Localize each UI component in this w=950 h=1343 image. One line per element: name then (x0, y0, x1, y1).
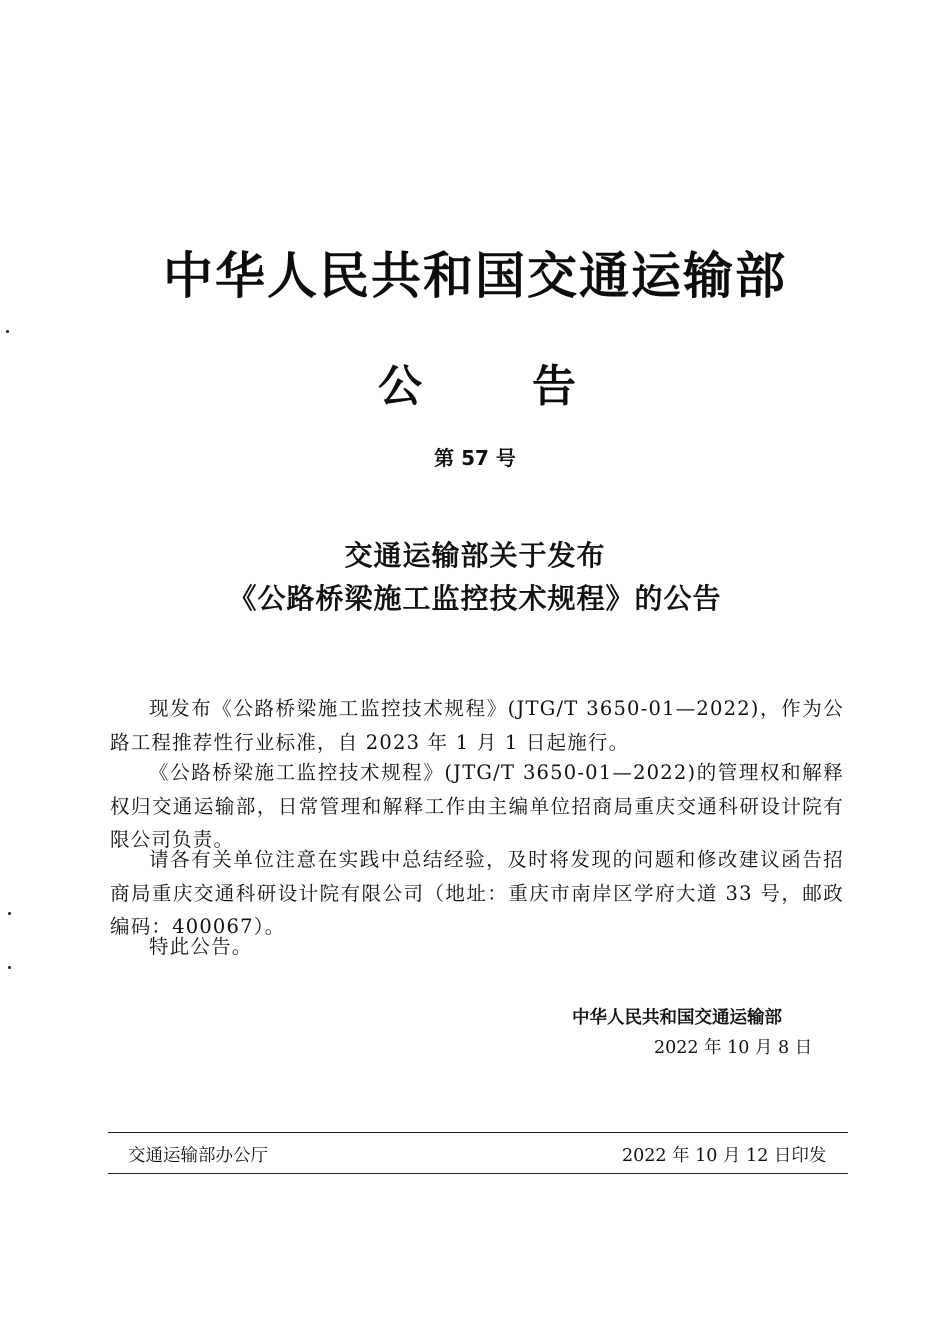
notice-title-line-1: 交通运输部关于发布 (344, 539, 606, 572)
body-paragraph: 《公路桥梁施工监控技术规程》(JTG/T 3650-01—2022)的管理权和解释权归交通运输部，日常管理和解释工作由主编单位招商局重庆交通科研设计院有限公司负责。 (110, 761, 844, 851)
footer-print-date: 2022 年 10 月 12 日印发 (622, 1146, 827, 1166)
body-paragraph: 特此公告。 (149, 935, 253, 958)
footer-bottom-rule (108, 1173, 848, 1174)
scan-speck (8, 912, 11, 915)
document-number: 第 57 号 (434, 446, 516, 470)
issuer-heading: 中华人民共和国交通运输部 (163, 246, 787, 305)
scan-speck (6, 330, 9, 333)
body-paragraph: 请各有关单位注意在实践中总结经验，及时将发现的问题和修改建议函告招商局重庆交通科研设计院有限公司（地址：重庆市南岸区学府大道 33 号，邮政编码：400067）。 (110, 848, 844, 938)
body-paragraph: 现发布《公路桥梁施工监控技术规程》(JTG/T 3650-01—2022)，作为公路工程推荐性行业标准，自 2023 年 1 月 1 日起施行。 (110, 697, 844, 754)
footer-issuing-office: 交通运输部办公厅 (128, 1146, 268, 1166)
notice-title-line-2: 《公路桥梁施工监控技术规程》的公告 (228, 582, 722, 615)
signature-date: 2022 年 10 月 8 日 (654, 1038, 813, 1058)
signature-organization: 中华人民共和国交通运输部 (572, 1008, 782, 1028)
doc-type-char-2: 告 (532, 361, 576, 412)
footer-top-rule (108, 1132, 848, 1133)
doc-type-char-1: 公 (378, 361, 422, 412)
scan-speck (8, 966, 11, 969)
